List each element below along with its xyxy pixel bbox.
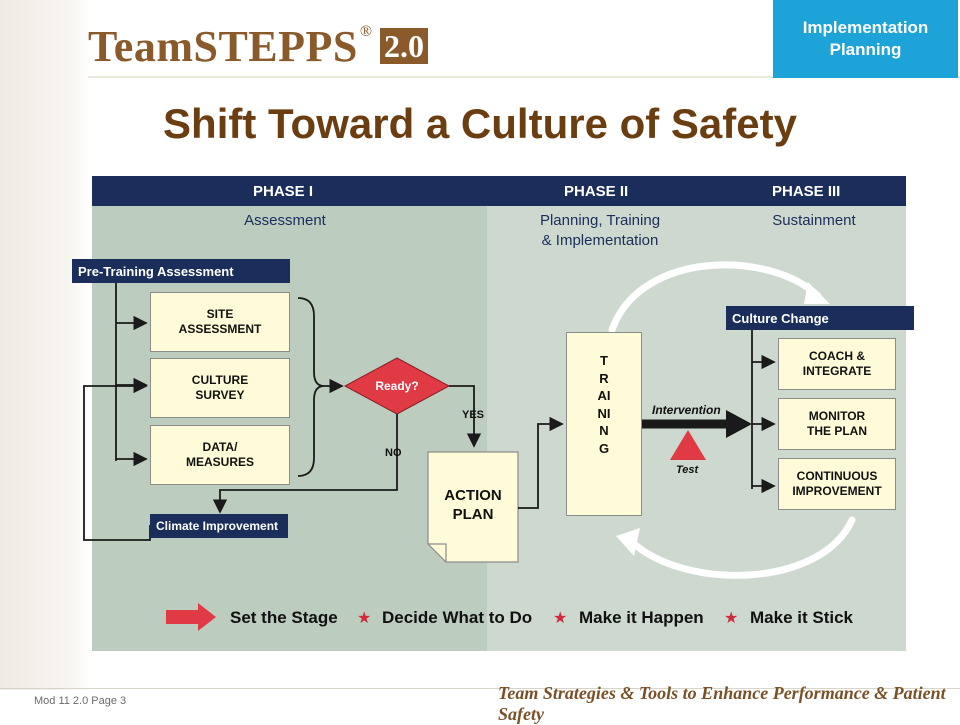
- test-triangle: [670, 430, 706, 460]
- page-footer-label: Mod 11 2.0 Page 3: [34, 695, 127, 707]
- cards-bracket: [298, 298, 324, 476]
- phase-2-subtitle-line1: Planning, Training: [539, 212, 661, 229]
- culture-survey-card: CULTURE SURVEY: [150, 358, 290, 418]
- phase-2-subtitle-line2: & Implementation: [541, 232, 659, 249]
- climate-improvement-box: Climate Improvement: [150, 514, 288, 538]
- data-measures-card: DATA/ MEASURES: [150, 425, 290, 485]
- plan-to-training-connector: [518, 424, 562, 508]
- phase-3-label: PHASE III: [772, 183, 841, 200]
- phase-1-subtitle-line1: Assessment: [244, 212, 326, 229]
- intervention-arrow-head: [726, 410, 752, 438]
- pre-training-connectors: [116, 283, 146, 461]
- logo-text: TeamSTEPPS: [88, 21, 358, 71]
- cycle-bottom-arrowhead: [616, 528, 640, 556]
- legend-star-icon: ★: [357, 610, 372, 627]
- training-box: TRAINING: [566, 332, 642, 516]
- legend-decide-what-to-do: Decide What to Do: [382, 608, 533, 627]
- intervention-label: Intervention: [652, 403, 721, 417]
- culture-change-box: Culture Change: [726, 306, 914, 330]
- legend-set-the-stage: Set the Stage: [230, 608, 338, 627]
- phase-2-label: PHASE II: [564, 183, 629, 200]
- page-title: Shift Toward a Culture of Safety: [163, 100, 797, 147]
- legend-red-arrow: [166, 603, 216, 631]
- cycle-top-arrowhead: [804, 282, 830, 304]
- continuous-improvement-card: CONTINUOUS IMPROVEMENT: [778, 458, 896, 510]
- culture-change-connectors: [752, 330, 774, 489]
- monitor-plan-card: MONITOR THE PLAN: [778, 398, 896, 450]
- climate-loop-connector: [84, 386, 150, 540]
- ready-label: Ready?: [375, 379, 419, 393]
- section-badge-line1: Implementation: [802, 18, 929, 37]
- section-badge-line2: Planning: [829, 40, 902, 59]
- phase-3-subtitle-line1: Sustainment: [772, 212, 856, 229]
- test-label: Test: [676, 464, 699, 476]
- no-label: NO: [385, 447, 402, 459]
- legend-star-icon: ★: [553, 610, 568, 627]
- legend-make-it-happen: Make it Happen: [579, 608, 704, 627]
- yes-label: YES: [462, 409, 485, 421]
- legend-star-icon: ★: [724, 610, 739, 627]
- cycle-bottom-arc: [630, 520, 852, 575]
- phase-1-label: PHASE I: [253, 183, 314, 200]
- action-plan-label: ACTION PLAN: [444, 487, 502, 523]
- legend-make-it-stick: Make it Stick: [750, 608, 853, 627]
- coach-integrate-card: COACH & INTEGRATE: [778, 338, 896, 390]
- pre-training-assessment-box: Pre-Training Assessment: [72, 259, 290, 283]
- footer-tagline: Team Strategies & Tools to Enhance Performance & Patient Safety: [498, 683, 946, 724]
- logo-version: 2.0: [380, 28, 428, 64]
- site-assessment-card: SITE ASSESSMENT: [150, 292, 290, 352]
- logo-registered-mark: ®: [359, 23, 373, 40]
